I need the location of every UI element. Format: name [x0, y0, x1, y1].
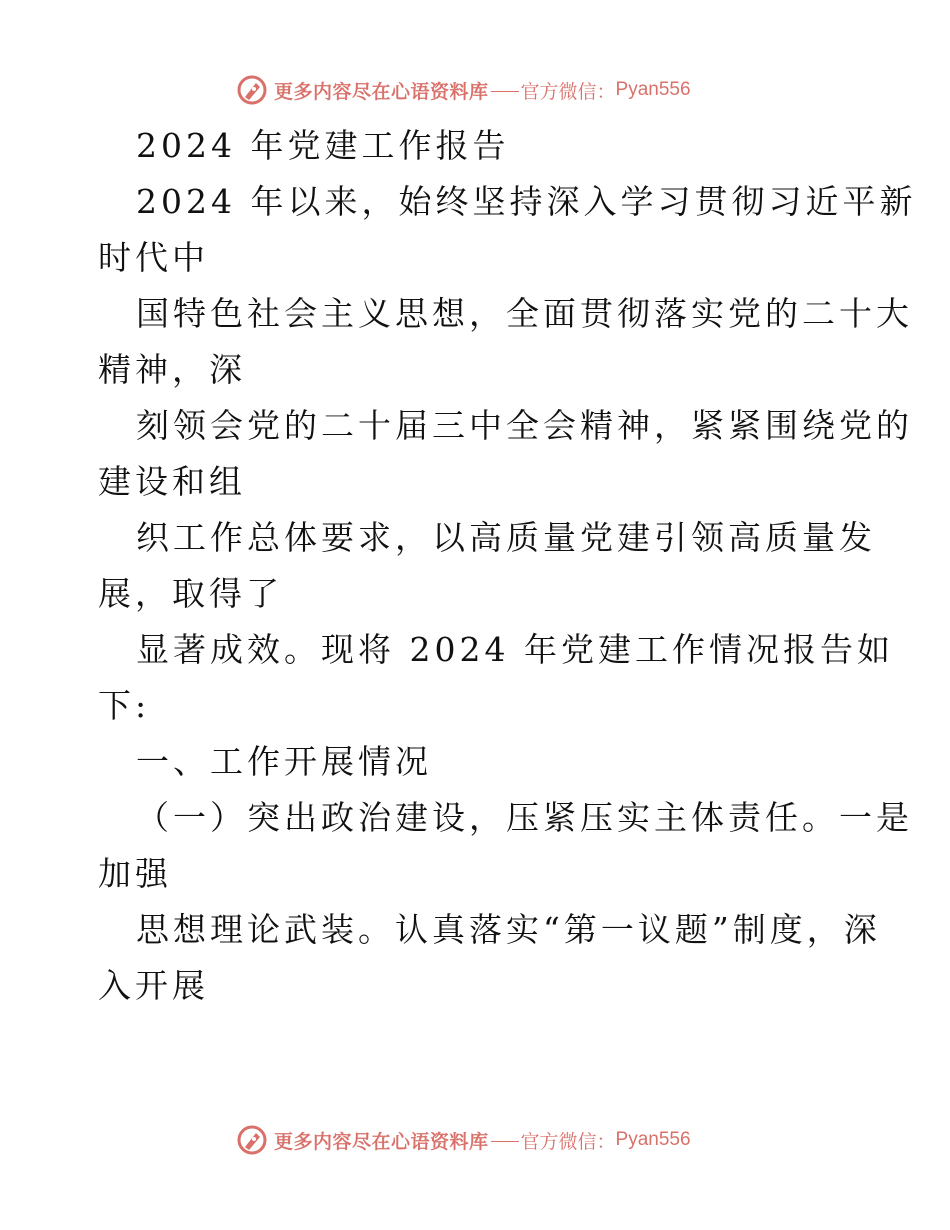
watermark-sub: 官方微信：: [520, 80, 616, 103]
watermark-text: 更多内容尽在心语资料库: [274, 1130, 489, 1153]
text-line: 2024 年以来，始终坚持深入学习贯彻习近平新: [136, 182, 917, 221]
text-line: 显著成效。现将 2024 年党建工作情况报告如: [136, 630, 894, 669]
watermark-dash: [491, 1141, 519, 1142]
text-line: 建设和组: [98, 462, 246, 501]
pen-nib-icon: [236, 1124, 268, 1156]
text-line: 精神，深: [98, 350, 246, 389]
watermark-text: 更多内容尽在心语资料库: [274, 80, 489, 103]
text-line: 时代中: [98, 238, 209, 277]
document-body: [98, 118, 917, 1014]
header-watermark: [236, 72, 691, 108]
text-line: 下:: [98, 686, 151, 725]
watermark-sub: 官方微信：: [520, 1130, 616, 1153]
text-line: 展，取得了: [98, 574, 283, 613]
pen-nib-icon: [236, 74, 268, 106]
watermark-id: Pyan556: [615, 79, 691, 100]
text-line: 加强: [98, 854, 172, 893]
watermark-id: Pyan556: [615, 1129, 691, 1150]
text-line: （一）突出政治建设，压紧压实主体责任。一是: [136, 798, 913, 837]
text-line: 入开展: [98, 966, 209, 1005]
watermark-dash: [491, 91, 519, 92]
text-line: 刻领会党的二十届三中全会精神，紧紧围绕党的: [136, 406, 913, 445]
text-line: 国特色社会主义思想，全面贯彻落实党的二十大: [136, 294, 913, 333]
text-line: 思想理论武装。认真落实“第一议题”制度，深: [136, 910, 881, 949]
text-line: 织工作总体要求，以高质量党建引领高质量发: [136, 518, 876, 557]
section-heading: 一、工作开展情况: [136, 742, 432, 781]
footer-watermark: [236, 1122, 691, 1158]
document-title: 2024 年党建工作报告: [136, 126, 510, 165]
